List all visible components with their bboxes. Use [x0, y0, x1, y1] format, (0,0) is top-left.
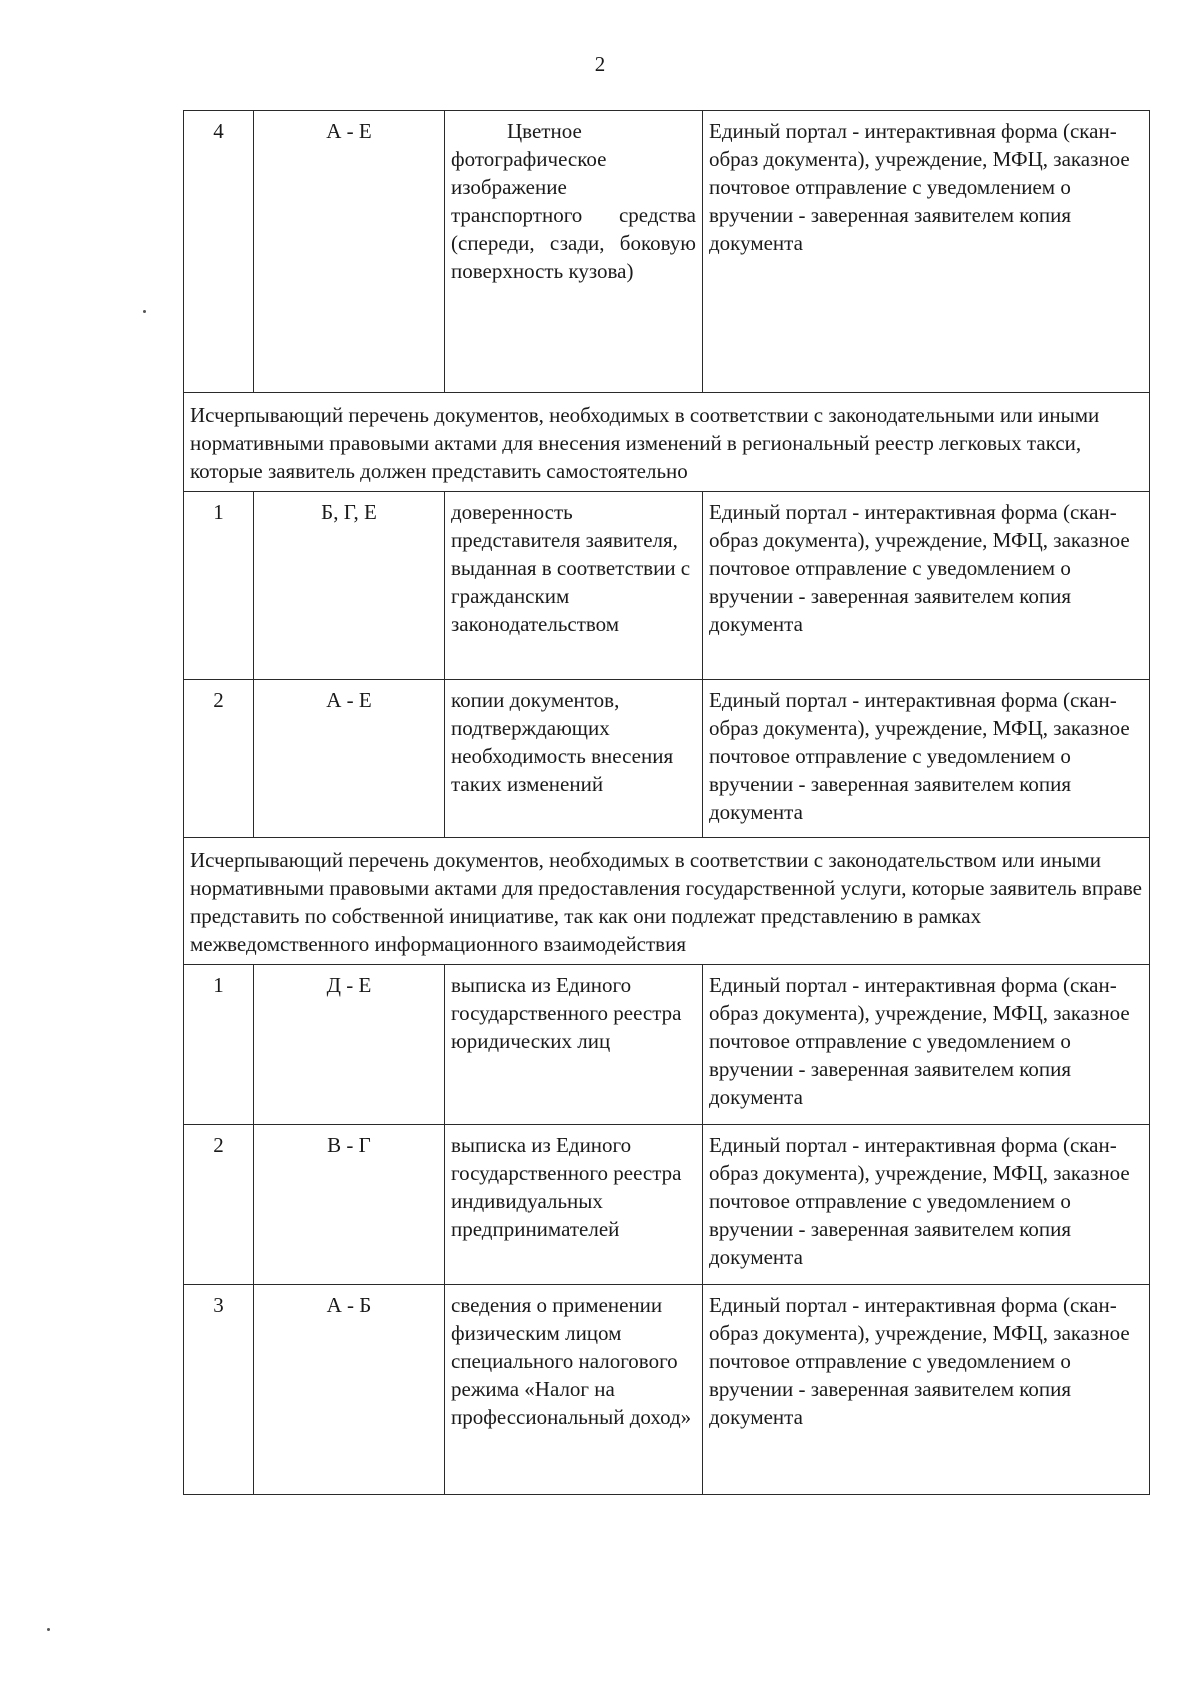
- submission-method: Единый портал - интерактивная форма (скан-образ документа), учреждение, МФЦ, заказное почтовое отправление с уведомлением о вручении - заверенная заявителем копия документа: [703, 1125, 1150, 1285]
- document-name: сведения о применении физическим лицом специального налогового режима «Налог на профессиональный доход»: [445, 1285, 703, 1495]
- applicant-categories: А - Е: [254, 680, 445, 838]
- section-header: Исчерпывающий перечень документов, необходимых в соответствии с законодательством или иными нормативными правовыми актами для предоставления государственной услуги, которые заявитель вправе представить по собственной инициативе, так как они подлежат представлению в рамках межведомственного информационного взаимодействия: [184, 838, 1150, 965]
- documents-table: [183, 110, 1150, 1495]
- table-row: [184, 111, 1150, 393]
- row-number: 4: [184, 111, 254, 393]
- table-row: [184, 492, 1150, 680]
- row-number: 2: [184, 1125, 254, 1285]
- row-number: 1: [184, 965, 254, 1125]
- applicant-categories: Б, Г, Е: [254, 492, 445, 680]
- table-row: [184, 965, 1150, 1125]
- section-header-row: [184, 393, 1150, 492]
- document-name: копии документов, подтверждающих необходимость внесения таких изменений: [445, 680, 703, 838]
- row-number: 3: [184, 1285, 254, 1495]
- table-row: [184, 680, 1150, 838]
- document-name: [445, 111, 703, 393]
- section-header-row: [184, 838, 1150, 965]
- applicant-categories: В - Г: [254, 1125, 445, 1285]
- row-number: 2: [184, 680, 254, 838]
- submission-method: Единый портал - интерактивная форма (скан-образ документа), учреждение, МФЦ, заказное почтовое отправление с уведомлением о вручении - заверенная заявителем копия документа: [703, 965, 1150, 1125]
- document-name: выписка из Единого государственного реестра юридических лиц: [445, 965, 703, 1125]
- table-row: [184, 1125, 1150, 1285]
- document-name-text: Цветное фотографическое изображение транспортного средства (спереди, сзади, боковую поверхность кузова): [451, 119, 696, 283]
- applicant-categories: Д - Е: [254, 965, 445, 1125]
- scan-speck: [143, 310, 146, 313]
- submission-method: Единый портал - интерактивная форма (скан-образ документа), учреждение, МФЦ, заказное почтовое отправление с уведомлением о вручении - заверенная заявителем копия документа: [703, 1285, 1150, 1495]
- submission-method: Единый портал - интерактивная форма (скан-образ документа), учреждение, МФЦ, заказное почтовое отправление с уведомлением о вручении - заверенная заявителем копия документа: [703, 111, 1150, 393]
- submission-method: Единый портал - интерактивная форма (скан-образ документа), учреждение, МФЦ, заказное почтовое отправление с уведомлением о вручении - заверенная заявителем копия документа: [703, 680, 1150, 838]
- section-header: Исчерпывающий перечень документов, необходимых в соответствии с законодательными или иными нормативными правовыми актами для внесения изменений в региональный реестр легковых такси, которые заявитель должен представить самостоятельно: [184, 393, 1150, 492]
- table-row: [184, 1285, 1150, 1495]
- applicant-categories: А - Б: [254, 1285, 445, 1495]
- row-number: 1: [184, 492, 254, 680]
- applicant-categories: А - Е: [254, 111, 445, 393]
- submission-method: Единый портал - интерактивная форма (скан-образ документа), учреждение, МФЦ, заказное почтовое отправление с уведомлением о вручении - заверенная заявителем копия документа: [703, 492, 1150, 680]
- document-name: доверенность представителя заявителя, выданная в соответствии с гражданским законодательством: [445, 492, 703, 680]
- document-name: выписка из Единого государственного реестра индивидуальных предпринимателей: [445, 1125, 703, 1285]
- page-number: 2: [594, 52, 606, 76]
- scan-speck: [47, 1628, 50, 1631]
